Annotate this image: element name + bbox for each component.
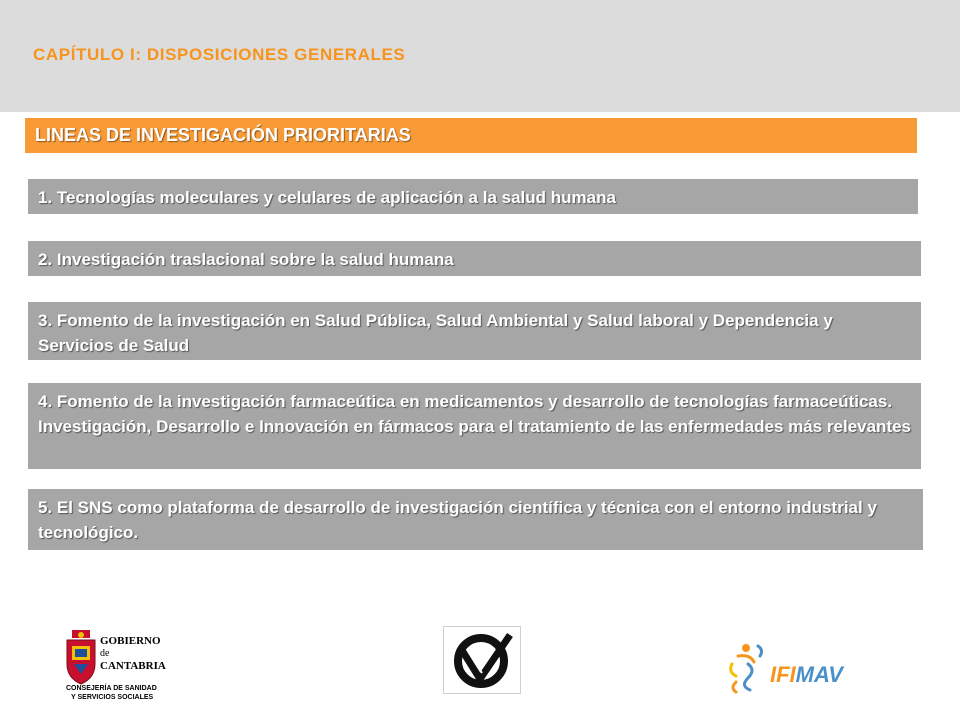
line-item-3 [28, 302, 921, 360]
gobierno-sub2: Y SERVICIOS SOCIALES [71, 694, 154, 701]
ifimav-wordmark [770, 662, 843, 688]
coat-of-arms-icon [64, 630, 98, 686]
checkmark-emblem-icon [444, 627, 520, 693]
section-banner [25, 118, 917, 153]
ifimav-part-orange: IFI [770, 662, 796, 687]
line-item-text: 4. Fomento de la investigación farmaceútica en medicamentos y desarrollo de tecnologías farmaceúticas. Investigación, Desarrollo e Innovación en fármacos para el tratamiento de las enfermedades más relevantes [38, 392, 912, 436]
gobierno-line3: CANTABRIA [100, 660, 166, 672]
chapter-title: CAPÍTULO I: DISPOSICIONES GENERALES [33, 45, 406, 64]
ifimav-logo [726, 640, 856, 700]
line-item-text: 1. Tecnologías moleculares y celulares de aplicación a la salud humana [38, 188, 616, 207]
line-item-5 [28, 489, 923, 550]
line-item-4 [28, 383, 921, 469]
ifimav-figure-icon [726, 640, 770, 696]
line-item-text: 5. El SNS como plataforma de desarrollo de investigación científica y técnica con el entorno industrial y tecnológico. [38, 498, 877, 542]
center-emblem-logo [443, 626, 521, 694]
gobierno-line2: de [100, 648, 110, 659]
header-bar [0, 0, 960, 112]
gobierno-cantabria-logo [62, 628, 182, 706]
gobierno-sub1: CONSEJERÍA DE SANIDAD [66, 685, 157, 692]
line-item-text: 3. Fomento de la investigación en Salud Pública, Salud Ambiental y Salud laboral y Dependencia y Servicios de Salud [38, 311, 833, 355]
line-item-text: 2. Investigación traslacional sobre la salud humana [38, 250, 454, 269]
line-item-2 [28, 241, 921, 276]
gobierno-line1: GOBIERNO [100, 635, 161, 647]
ifimav-part-blue: MAV [795, 662, 843, 687]
line-item-1 [28, 179, 918, 214]
section-title: LINEAS DE INVESTIGACIÓN PRIORITARIAS [35, 125, 411, 145]
